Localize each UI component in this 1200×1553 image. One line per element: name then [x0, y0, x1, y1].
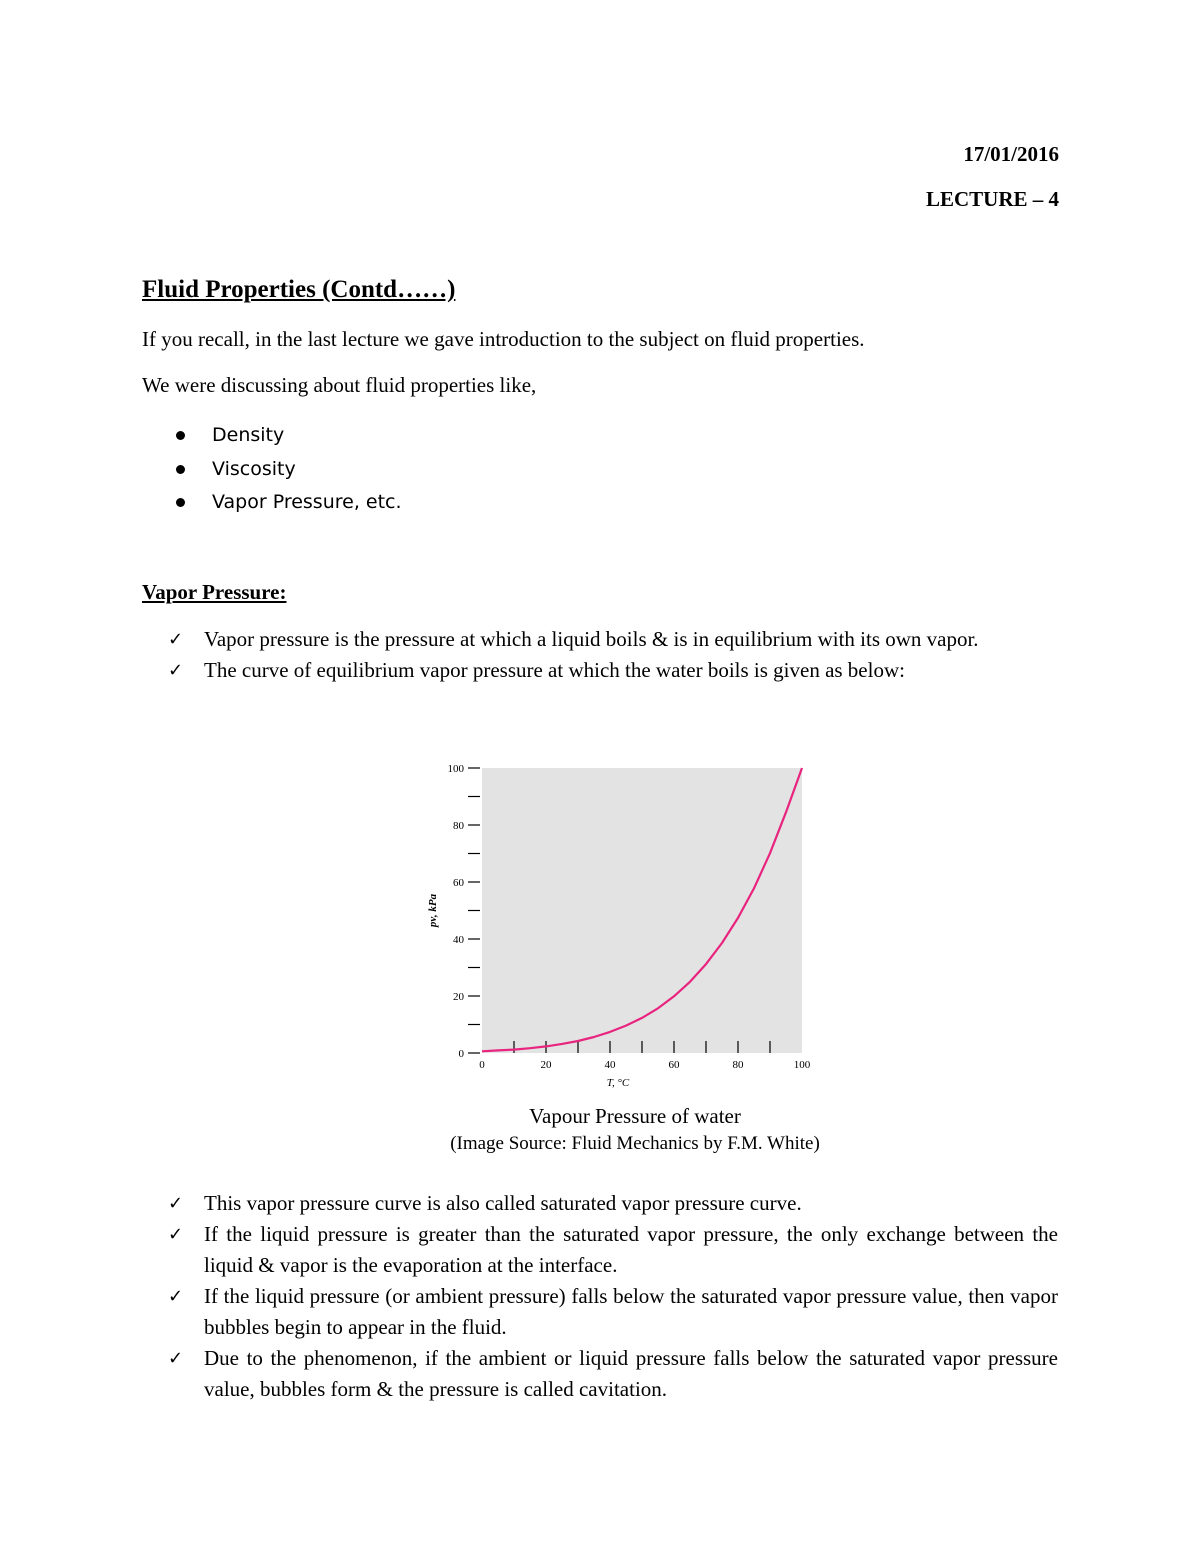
chart-svg — [420, 760, 820, 1095]
bullet-icon — [176, 465, 185, 474]
y-tick-label: 20 — [453, 991, 464, 1003]
intro-paragraph: If you recall, in the last lecture we gave introduction to the subject on fluid properties. — [142, 327, 865, 351]
checklist-before-figure — [168, 624, 1058, 686]
y-tick-label: 0 — [458, 1048, 464, 1060]
list-item — [142, 421, 402, 455]
list-item-text: Vapor pressure is the pressure at which a liquid boils & is in equilibrium with its own vapor. — [204, 627, 979, 651]
properties-list — [142, 421, 402, 522]
check-mark-icon: ✓ — [168, 660, 184, 681]
section-heading: Vapor Pressure: — [142, 580, 287, 604]
y-tick-label: 80 — [453, 820, 464, 832]
list-item-text: If the liquid pressure is greater than the saturated vapor pressure, the only exchange between the liquid & vapor is the evaporation at the interface. — [204, 1222, 1058, 1277]
list-item-text: The curve of equilibrium vapor pressure at which the water boils is given as below: — [204, 658, 905, 682]
list-item-text: Due to the phenomenon, if the ambient or liquid pressure falls below the saturated vapor pressure value, bubbles form & the pressure is called cavitation. — [204, 1346, 1058, 1401]
x-axis-label: T, °C — [606, 1077, 630, 1089]
list-item — [168, 1343, 1058, 1405]
page-title: Fluid Properties (Contd……) — [142, 276, 456, 303]
bullet-icon — [176, 498, 185, 507]
vapor-pressure-chart — [420, 760, 820, 1095]
y-tick-label: 100 — [447, 763, 464, 775]
list-item — [142, 455, 402, 489]
y-tick-label: 60 — [453, 877, 464, 889]
x-tick-label: 20 — [540, 1059, 552, 1071]
figure-caption: Vapour Pressure of water — [529, 1104, 741, 1128]
list-item — [168, 1281, 1058, 1343]
list-item-text: Density — [212, 424, 285, 446]
x-tick-label: 40 — [604, 1059, 616, 1071]
list-item — [168, 655, 1058, 686]
list-item-text: If the liquid pressure (or ambient pressure) falls below the saturated vapor pressure value, then vapor bubbles begin to appear in the fluid. — [204, 1284, 1058, 1339]
check-mark-icon: ✓ — [168, 1193, 184, 1214]
check-mark-icon: ✓ — [168, 629, 184, 650]
y-tick-label: 40 — [453, 934, 464, 946]
checklist-after-figure — [168, 1188, 1058, 1405]
x-tick-label: 100 — [793, 1059, 811, 1071]
list-item-text: Vapor Pressure, etc. — [212, 491, 402, 513]
intro-paragraph-2: We were discussing about fluid properties like, — [142, 373, 537, 397]
figure-source: (Image Source: Fluid Mechanics by F.M. White) — [450, 1133, 820, 1154]
list-item-text: Viscosity — [212, 457, 296, 480]
check-mark-icon: ✓ — [168, 1348, 184, 1369]
x-tick-label: 80 — [732, 1059, 744, 1071]
list-item — [168, 1219, 1058, 1281]
plot-area — [482, 768, 802, 1053]
list-item — [168, 624, 1058, 655]
list-item-text: This vapor pressure curve is also called saturated vapor pressure curve. — [204, 1191, 802, 1215]
check-mark-icon: ✓ — [168, 1286, 184, 1307]
x-tick-label: 0 — [479, 1059, 485, 1071]
lecture-number: LECTURE – 4 — [925, 187, 1059, 211]
list-item — [168, 1188, 1058, 1219]
list-item — [142, 488, 402, 522]
lecture-date: 17/01/2016 — [963, 142, 1059, 166]
y-axis-label: pv, kPa — [427, 893, 439, 928]
check-mark-icon: ✓ — [168, 1224, 184, 1245]
bullet-icon — [176, 431, 185, 440]
x-tick-label: 60 — [668, 1059, 680, 1071]
